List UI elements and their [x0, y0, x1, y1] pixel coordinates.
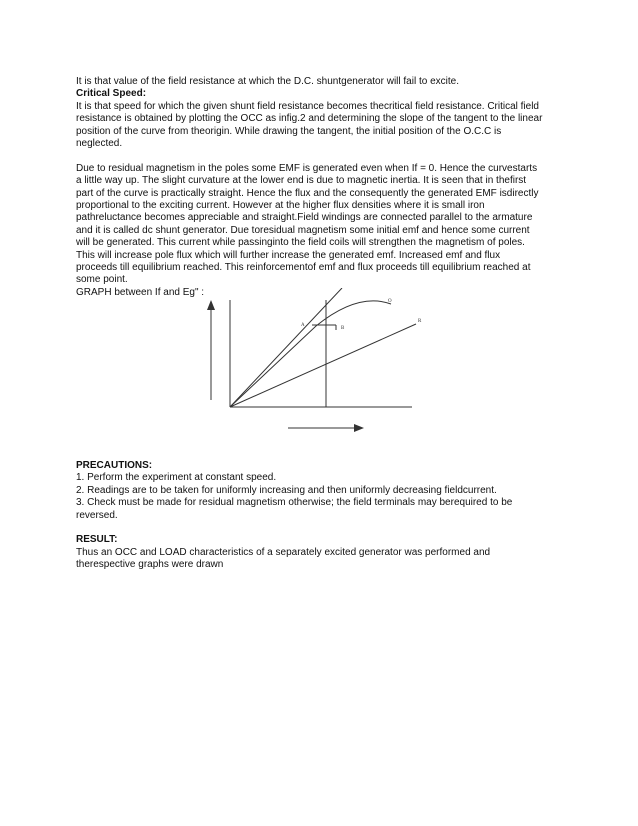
- explanation-line: proceeds till equilibrium reached. This reinforcementof emf and flux proceeds till equilibrium reached at: [76, 262, 531, 274]
- explanation-line: a little way up. The slight curvature at the lower end is due to magnetic inertia. It is seen that in thefirst: [76, 175, 527, 187]
- paragraph-gap: [76, 522, 576, 534]
- explanation-line: pathreluctance becomes appreciable and straight.Field windings are connected parallel to the armature: [76, 212, 533, 224]
- precaution-item: reversed.: [76, 509, 118, 521]
- explanation-line: proportional to the exciting current. However at the higher flux densities where it is small iron: [76, 200, 485, 212]
- precautions-heading: PRECAUTIONS:: [76, 460, 153, 471]
- top-text-block: [76, 76, 576, 299]
- critical-speed-line: position of the curve from theorigin. While drawing the tangent, the initial position of the O.C.C is: [76, 125, 502, 137]
- explanation-line: will be generated. This current while passinginto the field coils will strengthen the magnetism of poles.: [76, 237, 525, 249]
- occ-graph: [196, 288, 436, 436]
- label-r: R: [418, 319, 422, 324]
- precaution-item: 3. Check must be made for residual magnetism otherwise; the field terminals may berequired to be: [76, 497, 513, 509]
- precaution-item: 2. Readings are to be taken for uniformly increasing and then uniformly decreasing fieldcurrent.: [76, 484, 497, 496]
- explanation-line: Due to residual magnetism in the poles some EMF is generated even when If = 0. Hence the curvestarts: [76, 162, 538, 174]
- critical-speed-heading: Critical Speed:: [76, 88, 147, 100]
- explanation-line: and it is called dc shunt generator. Due toresidual magnetism some initial emf and hence some current: [76, 224, 530, 236]
- label-b: B: [341, 326, 345, 331]
- explanation-line: some point.: [76, 274, 128, 286]
- intro-line: It is that value of the field resistance at which the D.C. shuntgenerator will fail to excite.: [76, 76, 459, 87]
- label-occ: O: [388, 299, 392, 304]
- label-a: A: [301, 323, 305, 328]
- explanation-line: This will increase pole flux which will further increase the generated emf. Increased emf and flux: [76, 249, 501, 261]
- explanation-line: part of the curve is practically straight. Hence the flux and the consequently the generated EMF isdirectly: [76, 187, 539, 199]
- tangent-line: [230, 288, 342, 407]
- y-arrow-head: [207, 300, 215, 310]
- critical-speed-line: It is that speed for which the given shunt field resistance becomes thecritical field resistance. Critical field: [76, 100, 539, 112]
- paragraph-gap: [76, 150, 576, 162]
- graph-caption: GRAPH between If and Eg" :: [76, 286, 205, 298]
- occ-curve: [230, 301, 391, 407]
- result-line: therespective graphs were drawn: [76, 559, 224, 571]
- critical-speed-line: neglected.: [76, 138, 123, 150]
- x-arrow-head: [354, 424, 364, 432]
- precaution-item: 1. Perform the experiment at constant speed.: [76, 472, 277, 484]
- result-line: Thus an OCC and LOAD characteristics of a separately excited generator was performed and: [76, 546, 491, 558]
- result-heading: RESULT:: [76, 534, 118, 546]
- bottom-text-block: [76, 460, 576, 572]
- critical-speed-line: resistance is obtained by plotting the OCC as infig.2 and determining the slope of the tangent to the linear: [76, 113, 543, 125]
- field-resistance-line: [230, 324, 416, 407]
